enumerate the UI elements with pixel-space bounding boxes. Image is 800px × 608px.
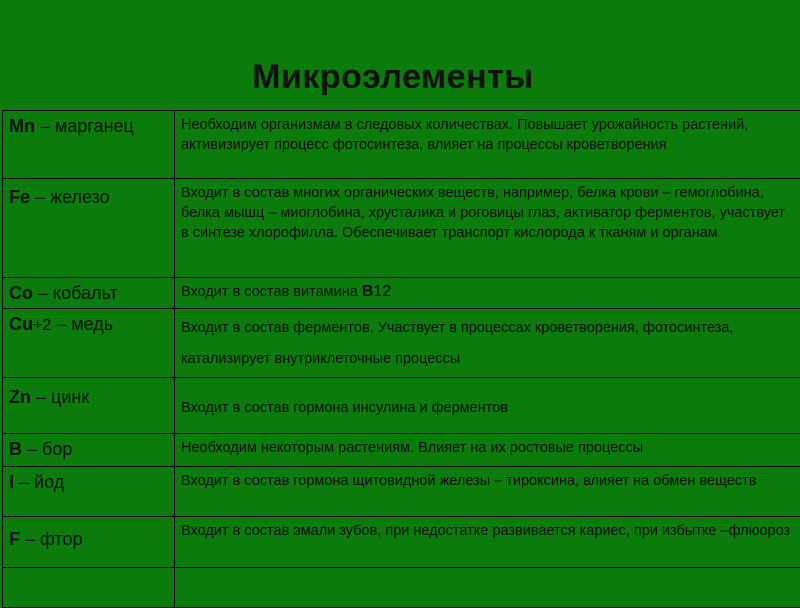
element-name-cell xyxy=(3,517,175,568)
empty-cell xyxy=(175,568,800,608)
element-description-cell xyxy=(175,434,800,467)
element-name: – медь xyxy=(51,314,113,334)
element-description-cell xyxy=(175,111,800,179)
element-name: – бор xyxy=(22,439,72,459)
element-name: – фтор xyxy=(20,529,83,549)
element-description-cell xyxy=(175,309,800,378)
element-name-cell xyxy=(3,467,175,517)
table-row xyxy=(3,111,800,179)
element-description: Входит в состав эмали зубов, при недостатке развивается кариес, при избытке –флюороз xyxy=(175,517,800,541)
table-row xyxy=(3,309,800,378)
element-description: Входит в состав гормона щитовидной железы – тироксина, влияет на обмен веществ xyxy=(175,467,800,491)
element-description-cell xyxy=(175,378,800,434)
element-name: – марганец xyxy=(35,116,134,136)
element-symbol: Cu xyxy=(9,314,33,334)
element-description: Входит в состав многих органических веществ, например, белка крови – гемоглобина, белка мышц – миоглобина, хрусталика и роговицы глаз, активатор ферментов, участвует в синтезе хлорофилла. Обеспечивает транспорт кислорода к тканям и органам xyxy=(175,179,800,243)
element-description-cell xyxy=(175,179,800,278)
element-name-cell xyxy=(3,111,175,179)
element-description: Входит в состав ферментов. Участвует в процессах кроветворения, фотосинтеза, катализирует внутриклеточные процессы xyxy=(175,309,800,375)
slide-title: Микроэлементы xyxy=(0,58,786,97)
element-symbol: I xyxy=(9,472,14,492)
description-text: Входит в состав витамина xyxy=(181,284,362,300)
element-symbol: Zn xyxy=(9,387,31,407)
table-row xyxy=(3,378,800,434)
element-symbol: Mn xyxy=(9,116,35,136)
element-description: Необходим некоторым растениям. Влияет на их ростовые процессы xyxy=(175,434,800,458)
empty-cell xyxy=(3,568,175,608)
element-name-cell xyxy=(3,434,175,467)
element-description: Необходим организмам в следовых количествах. Повышает урожайность растений, активизирует процесс фотосинтеза, влияет на процессы кроветворения xyxy=(175,111,800,155)
element-name-cell xyxy=(3,309,175,378)
element-description: Входит в состав гормона инсулина и ферментов xyxy=(175,378,800,418)
element-name: – йод xyxy=(14,472,64,492)
element-symbol: B xyxy=(9,439,22,459)
element-name: – цинк xyxy=(31,387,89,407)
table-row xyxy=(3,467,800,517)
element-name-cell xyxy=(3,278,175,309)
element-description-cell xyxy=(175,517,800,568)
element-charge: +2 xyxy=(33,317,51,334)
element-name-cell xyxy=(3,179,175,278)
table-row xyxy=(3,517,800,568)
element-symbol: Co xyxy=(9,283,33,303)
vitamin-number: 12 xyxy=(373,283,391,300)
table-row xyxy=(3,179,800,278)
element-symbol: Fe xyxy=(9,187,30,207)
element-description xyxy=(175,278,800,302)
table-row-empty xyxy=(3,568,800,608)
table-row xyxy=(3,278,800,309)
microelements-table xyxy=(2,110,800,608)
element-name: – кобальт xyxy=(33,283,118,303)
vitamin-letter: В xyxy=(362,283,374,300)
element-description-cell xyxy=(175,467,800,517)
element-name: – железо xyxy=(30,187,110,207)
element-symbol: F xyxy=(9,529,20,549)
element-name-cell xyxy=(3,378,175,434)
table-row xyxy=(3,434,800,467)
element-description-cell xyxy=(175,278,800,309)
